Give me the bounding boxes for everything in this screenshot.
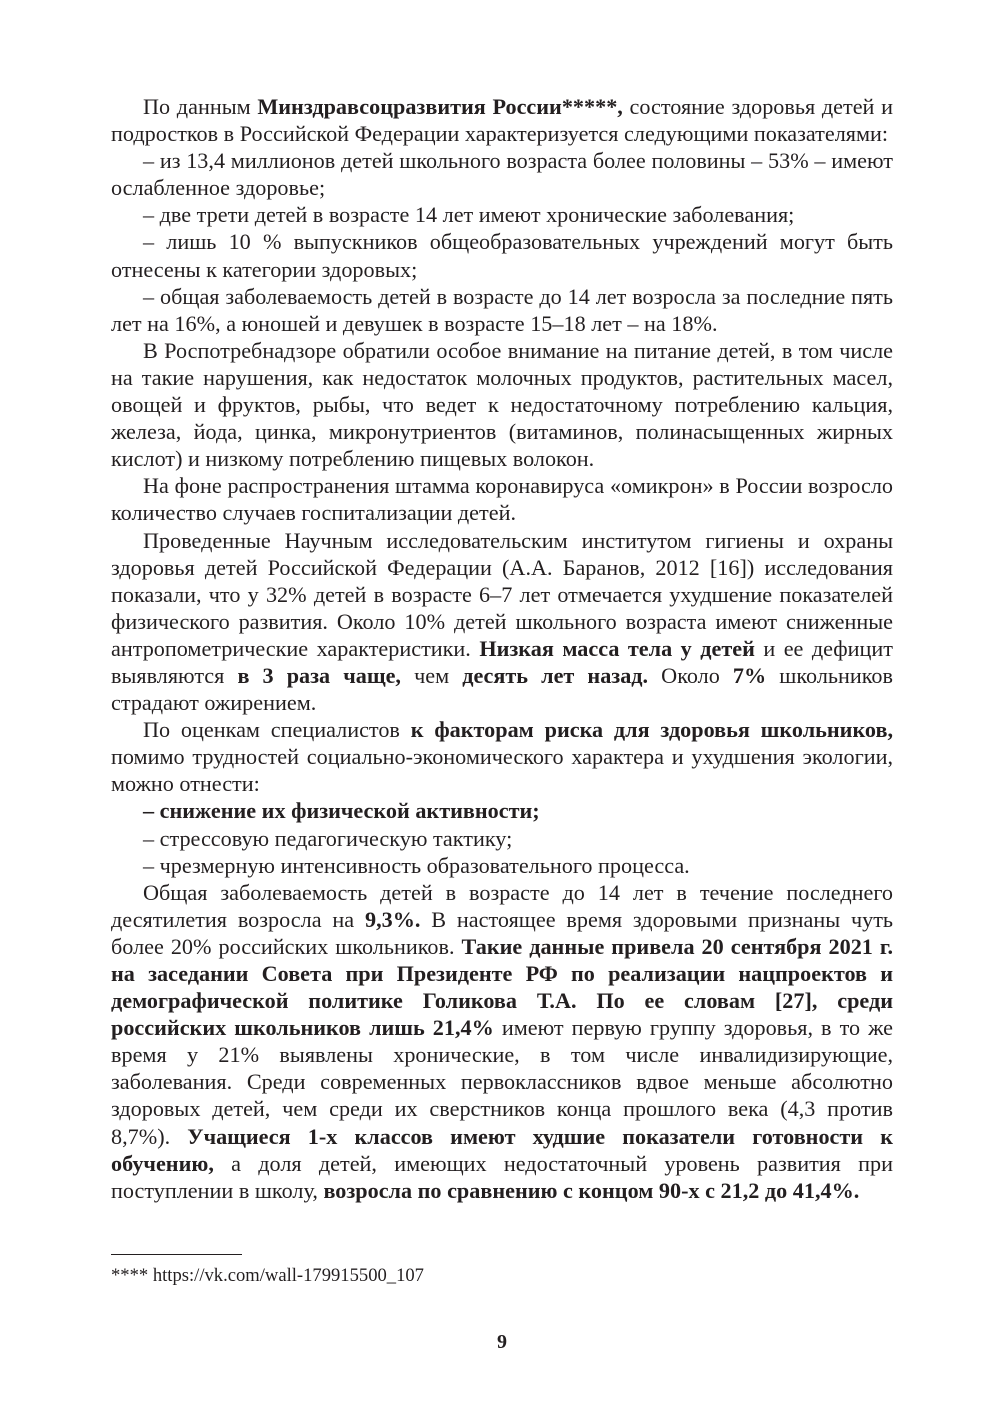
text-run: Общая заболеваемость детей в возрасте до 14 лет в течение последнего десятилетия возросла на: [111, 879, 893, 932]
bold-text: десять лет назад.: [462, 662, 649, 688]
paragraph: [111, 283, 893, 337]
bold-text: возросла по сравнению с концом 90-х с 21,2 до 41,4%.: [323, 1177, 860, 1203]
text-run: В Роспотребнадзоре обратили особое внимание на питание детей, в том числе на такие нарушения, как недостаток молочных продуктов, растительных масел, овощей и фруктов, рыбы, что ведет к недостаточному потреблению кальция, железа, йода, цинка, микронутриентов (витаминов, полинасыщенных жирных кислот) и низкому потреблению пищевых волокон.: [111, 337, 893, 472]
text-run: состояние здоровья детей и подростков в Российской Федерации характеризуется следующими показателями:: [111, 94, 893, 147]
paragraph: [111, 147, 893, 201]
paragraph: [111, 879, 893, 1204]
text-run: – стрессовую педагогическую тактику;: [143, 825, 513, 851]
paragraph: [111, 337, 893, 472]
footnote-separator: [111, 1254, 242, 1255]
text-run: – две трети детей в возрасте 14 лет имеют хронические заболевания;: [143, 202, 795, 228]
text-run: школьников страдают ожирением.: [111, 662, 893, 716]
paragraph: [111, 93, 893, 147]
bold-text: – снижение их физической активности;: [143, 798, 540, 824]
paragraph: [111, 228, 893, 282]
body-text: [111, 93, 893, 1204]
text-run: Проведенные Научным исследовательским институтом гигиены и охраны здоровья детей Российской Федерации (А.А. Баранов, 2012 [16]) исследования показали, что у 32% детей в возрасте 6–7 лет отмечается ухудшение показателей физического развития. Около 10% детей школьного возраста имеют сниженные антропометрические характеристики.: [111, 527, 893, 661]
paragraph: [111, 527, 893, 717]
text-run: помимо трудностей социально-экономического характера и ухудшения экологии, можно отнести:: [111, 744, 893, 797]
bold-text: Такие данные привела 20 сентября 2021 г. на заседании Совета при Президенте РФ по реализации нацпроектов и демографической политике Голикова Т.А. По ее словам [27], среди российских школьников лишь 21,4%: [111, 933, 893, 1041]
text-run: В настоящее время здоровыми признаны чуть более 20% российских школьников.: [111, 906, 894, 959]
bold-text: 9,3%.: [364, 906, 421, 932]
paragraph: [111, 472, 893, 526]
paragraph: [111, 716, 893, 797]
text-run: – общая заболеваемость детей в возрасте до 14 лет возросла за последние пять лет на 16%, а юношей и девушек в возрасте 15–18 лет – на 18%.: [111, 283, 893, 336]
paragraph: [111, 825, 893, 852]
text-run: По оценкам специалистов: [143, 717, 411, 743]
text-run: и ее дефицит выявляются: [111, 635, 893, 688]
bold-text: 7%: [732, 662, 767, 688]
paragraph: [111, 201, 893, 228]
bold-text: Минздравсоцразвития России*****,: [257, 94, 623, 119]
text-run: По данным: [143, 94, 258, 119]
bold-text: Учащиеся 1-х классов имеют худшие показатели готовности к обучению,: [111, 1123, 893, 1176]
bold-text: Низкая масса тела у детей: [479, 635, 755, 661]
text-run: – чрезмерную интенсивность образовательного процесса.: [143, 852, 690, 878]
text-run: Около: [648, 662, 733, 688]
text-run: имеют первую группу здоровья, в то же время у 21% выявлены хронические, в том числе инвалидизирующие, заболевания. Среди современных первоклассников вдвое меньше абсолютно здоровых детей, чем среди их сверстников конца прошлого века (4,3 против 8,7%).: [111, 1015, 893, 1149]
text-run: чем: [400, 662, 463, 688]
paragraph: [111, 797, 893, 824]
text-run: – из 13,4 миллионов детей школьного возраста более половины – 53% – имеют ослабленное здоровье;: [111, 148, 893, 201]
page-number: 9: [497, 1331, 507, 1353]
text-run: – лишь 10 % выпускников общеобразовательных учреждений могут быть отнесены к категории здоровых;: [111, 229, 893, 282]
text-run: На фоне распространения штамма коронавируса «омикрон» в России возросло количество случаев госпитализации детей.: [111, 473, 893, 526]
text-run: а доля детей, имеющих недостаточный уровень развития при поступлении в школу,: [111, 1150, 893, 1203]
bold-text: в 3 раза чаще,: [237, 662, 401, 688]
bold-text: к факторам риска для здоровья школьников,: [410, 717, 894, 743]
paragraph: [111, 852, 893, 879]
footnote: **** https://vk.com/wall-179915500_107: [111, 1265, 424, 1286]
